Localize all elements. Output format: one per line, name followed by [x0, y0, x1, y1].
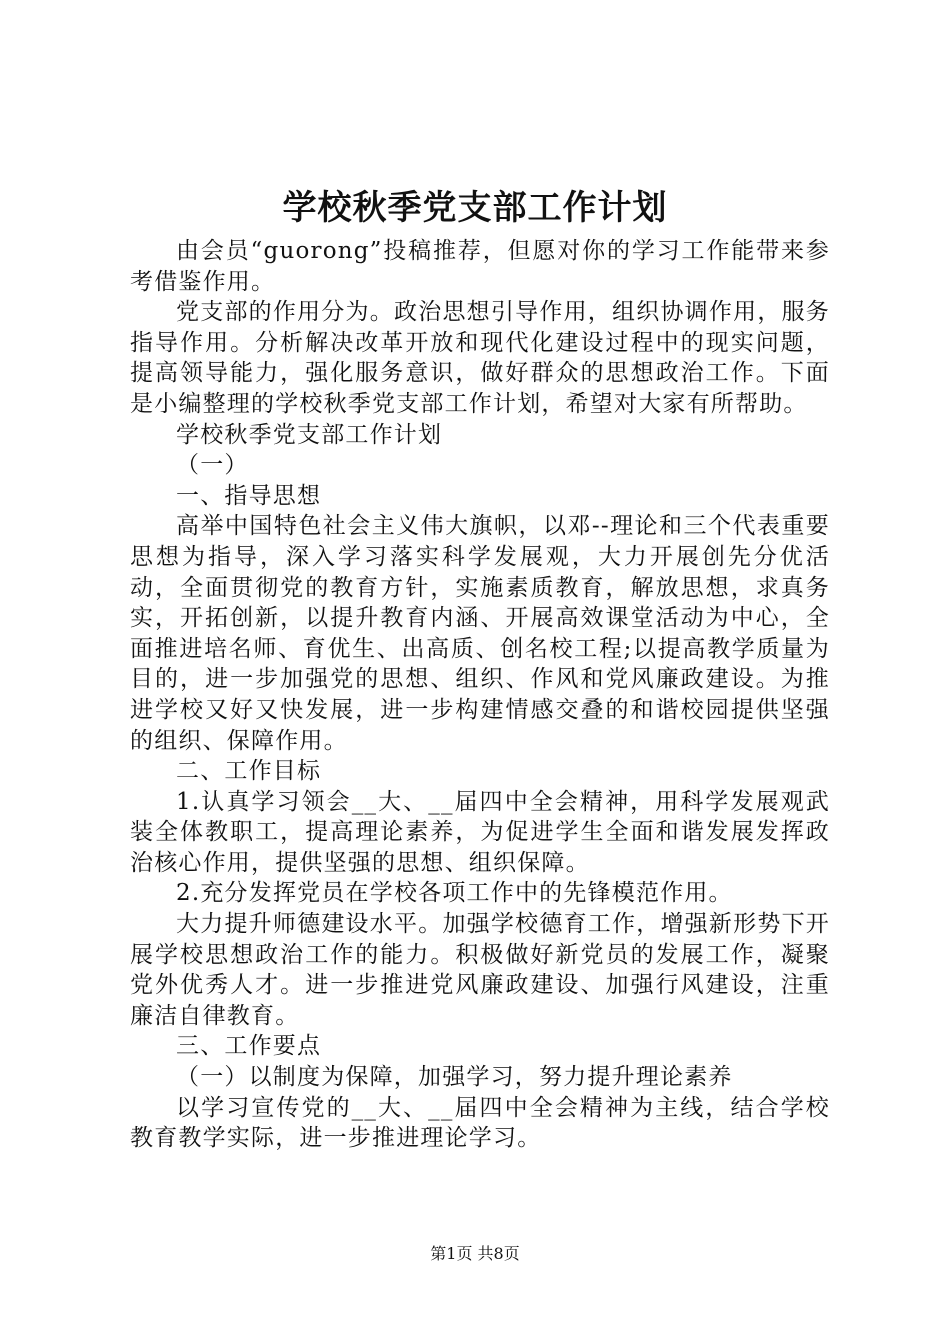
paragraph: 党支部的作用分为。政治思想引导作用，组织协调作用，服务指导作用。分析解决改革开放和现代化建设过程中的现实问题，提高领导能力，强化服务意识，做好群众的思想政治工作。下面是小编整理的学校秋季党支部工作计划，希望对大家有所帮助。	[130, 299, 830, 417]
paragraph: （一）	[176, 452, 249, 479]
paragraph: 以学习宣传党的__大、__届四中全会精神为主线，结合学校教育教学实际，进一步推进理论学习。	[130, 1094, 830, 1152]
section-heading: 一、指导思想	[176, 482, 322, 509]
paragraph: 大力提升师德建设水平。加强学校德育工作，增强新形势下开展学校思想政治工作的能力。积极做好新党员的发展工作，凝聚党外优秀人才。进一步推进党风廉政建设、加强行风建设，注重廉洁自律教育。	[130, 911, 830, 1029]
document-title: 学校秋季党支部工作计划	[282, 188, 668, 228]
page-number-footer: 第1页 共8页	[430, 1244, 520, 1263]
section-heading: 二、工作目标	[176, 758, 322, 785]
paragraph: （一）以制度为保障，加强学习，努力提升理论素养	[176, 1064, 733, 1091]
paragraph: 由会员“guorong”投稿推荐，但愿对你的学习工作能带来参考借鉴作用。	[130, 238, 830, 295]
paragraph: 学校秋季党支部工作计划	[176, 421, 443, 448]
paragraph: 高举中国特色社会主义伟大旗帜，以邓--理论和三个代表重要思想为指导，深入学习落实科学发展观，大力开展创先分优活动，全面贯彻党的教育方针，实施素质教育，解放思想，求真务实，开拓创新，以提升教育内涵、开展高效课堂活动为中心，全面推进培名师、育优生、出高质、创名校工程;以提高教学质量为目的，进一步加强党的思想、组织、作风和党风廉政建设。为推进学校又好又快发展，进一步构建情感交叠的和谐校园提供坚强的组织、保障作用。	[130, 513, 830, 754]
paragraph: 1.认真学习领会__大、__届四中全会精神，用科学发展观武装全体教职工，提高理论素养，为促进学生全面和谐发展发挥政治核心作用，提供坚强的思想、组织保障。	[130, 788, 830, 876]
section-heading: 三、工作要点	[176, 1033, 322, 1060]
document-body	[130, 236, 830, 1154]
paragraph: 2.充分发挥党员在学校各项工作中的先锋模范作用。	[176, 880, 733, 907]
